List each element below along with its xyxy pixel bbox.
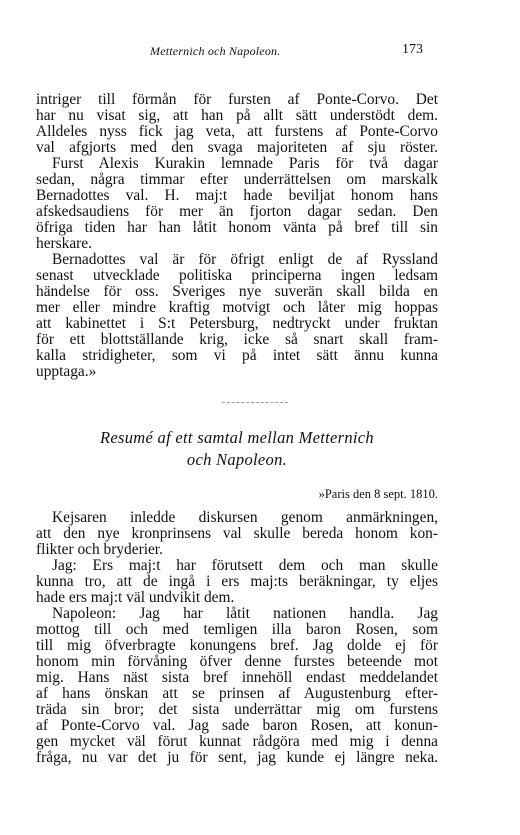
text-line: mottog till och med temligen illa baron Rosen, som: [36, 621, 438, 638]
text-line: gen mycket väl förut kunnat rådgöra med mig i denna: [36, 733, 438, 750]
text-line: kunna tro, att de ingå i ers maj:ts beräkningar, ty eljes: [36, 573, 438, 590]
text-line: Bernadottes val. H. maj:t hade beviljat honom hans: [36, 187, 438, 204]
page-number: 173: [402, 42, 423, 57]
text-line: att den nye kronprinsens val skulle bereda honom kon-: [36, 525, 438, 542]
text-line: af hans önskan att se prinsen af Augustenburg efter-: [36, 685, 438, 702]
text-line: Kejsaren inledde diskursen genom anmärkningen,: [52, 509, 438, 526]
text-line: Jag: Ers maj:t har förutsett dem och man skulle: [52, 557, 438, 574]
text-line: Napoleon: Jag har låtit nationen handla. Jag: [52, 605, 438, 622]
text-line: Alldeles nyss fick jag veta, att furstens af Ponte-Corvo: [36, 123, 438, 140]
text-line: val afgjorts med den svaga majoriteten af sju röster.: [36, 139, 438, 156]
running-title: Metternich och Napoleon.: [150, 44, 281, 58]
text-line: af Ponte-Corvo val. Jag sade baron Rosen, att konun-: [36, 717, 438, 734]
text-line: senast utvecklade politiska principerna ingen ledsam: [36, 267, 438, 284]
text-line: kalla stridigheter, som vi på intet sätt ännu kunna: [36, 347, 438, 364]
dateline: »Paris den 8 sept. 1810.: [318, 487, 438, 501]
text-line: att kabinettet i S:t Petersburg, nedtryckt under fruktan: [36, 315, 438, 332]
text-line: flikter och bryderier.: [36, 541, 163, 558]
text-line: honom min förvåning öfver denne furstes beteende mot: [36, 653, 438, 670]
text-line: Bernadottes val är för öfrigt enligt de af Ryssland: [52, 251, 438, 268]
text-line: intriger till förmån för fursten af Ponte-Corvo. Det: [36, 91, 438, 108]
text-line: sedan, några timmar efter underrättelsen om marskalk: [36, 171, 438, 188]
text-line: fråga, nu var det ju för sent, jag kunde ej längre neka.: [36, 749, 438, 766]
text-line: till mig öfverbragte konungens bref. Jag dolde ej för: [36, 637, 438, 654]
text-line: Furst Alexis Kurakin lemnade Paris för två dagar: [52, 155, 438, 172]
section-title: Resumé af ett samtal mellan Metternich: [100, 428, 374, 447]
text-line: öfriga tiden har han låtit honom vänta på bref till sin: [36, 219, 438, 236]
text-line: mer eller mindre kraftig motvigt och låter mig hoppas: [36, 299, 438, 316]
text-line: för ett blottställande krig, icke så snart skall fram-: [36, 331, 438, 348]
text-line: mig. Hans näst sista bref innehöll endast meddelandet: [36, 669, 438, 686]
text-line: afskedsaudiens för mer än fjorton dagar sedan. Den: [36, 203, 438, 220]
text-line: herskare.: [36, 235, 92, 252]
text-line: träda sin bror; det sista underrättar mig om furstens: [36, 701, 438, 718]
text-line: händelse för oss. Sveriges nye suverän skall bilda en: [36, 283, 438, 300]
section-divider: [222, 402, 288, 404]
section-title: och Napoleon.: [186, 450, 288, 469]
text-line: upptaga.»: [36, 363, 97, 380]
text-line: hade ers maj:t väl undvikit dem.: [36, 589, 235, 606]
text-line: har nu visat sig, att han på allt sätt understödt dem.: [36, 107, 438, 124]
